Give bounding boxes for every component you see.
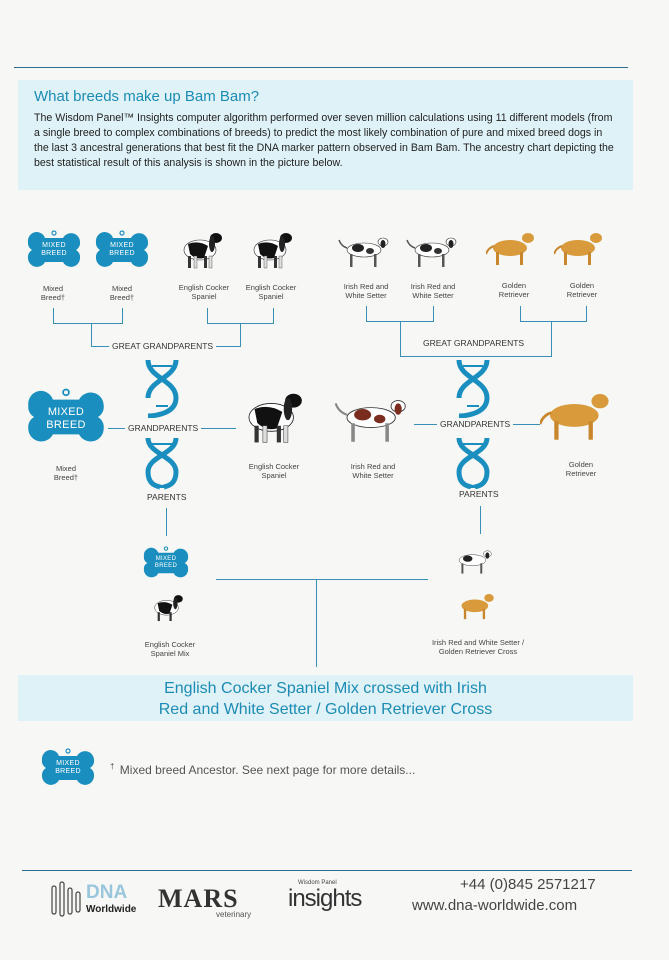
badge-line2: BREED [46,419,86,431]
connector-line [433,306,434,322]
connector-line [53,308,54,324]
grandparent-label: Mixed Breed† [53,464,79,482]
grandparents-label: GRANDPARENTS [125,423,201,433]
connector-line [273,308,274,324]
connector-line [166,508,167,536]
great-grandparent-label: Irish Red and White Setter [343,282,389,300]
mixed-breed-badge [26,230,82,270]
irish-setter-image [334,392,414,446]
great-grandparent-label: Irish Red and White Setter [410,282,456,300]
irish-setter-image [406,232,462,270]
great-grandparent-label: Golden Retriever [566,281,598,299]
mixed-breed-badge [40,748,96,788]
wisdom-logo-text: insights [288,885,362,912]
great-grandparent-label: Mixed Breed† [109,284,135,302]
parents-label: PARENTS [456,489,502,499]
connector-line [551,321,552,357]
grandparent-label: Golden Retriever [565,460,597,478]
golden-retriever-image [540,384,620,444]
english-cocker-spaniel-image [236,384,312,448]
dna-logo-sub: Worldwide [86,904,137,915]
golden-retriever-image [486,226,542,268]
bottom-rule [22,870,632,871]
website-link[interactable]: www.dna-worldwide.com [412,897,578,914]
great-grandparent-label: Golden Retriever [498,281,530,299]
intro-title: What breeds make up Bam Bam? [34,88,260,105]
great-grandparents-label: GREAT GRANDPARENTS [420,338,527,348]
mars-logo-sub: veterinary [216,910,252,919]
connector-line [216,579,428,580]
connector-line [480,506,481,534]
grandparent-label: English Cocker Spaniel [248,462,300,480]
parents-label: PARENTS [144,492,190,502]
phone-number: +44 (0)845 2571217 [460,876,596,893]
connector-line [122,308,123,324]
golden-retriever-image [456,588,500,622]
connector-line [207,308,208,324]
intro-panel [18,80,633,190]
footnote-text: Mixed breed Ancestor. See next page for more details... [119,763,416,777]
badge-line2: BREED [41,250,67,257]
connector-line [586,306,587,322]
badge-line1: MIXED [56,760,80,767]
dna-helix-icon [48,880,84,920]
result-line-2: Red and White Setter / Golden Retriever Cross [158,701,493,718]
badge-line1: MIXED [155,556,177,562]
badge-line1: MIXED [110,242,134,249]
badge-line2: BREED [109,250,135,257]
connector-line [400,356,552,357]
connector-line [53,323,123,324]
dna-helix-icon [142,436,182,490]
dna-helix-icon [142,358,182,418]
badge-line2: BREED [154,563,178,569]
connector-line [520,306,521,322]
badge-line1: MIXED [47,406,85,418]
top-rule [14,67,628,68]
english-cocker-spaniel-image [176,226,228,272]
parent-label: Irish Red and White Setter / Golden Retriever Cross [431,638,525,656]
connector-line [316,579,317,667]
english-cocker-spaniel-image [246,226,298,272]
wisdom-panel-insights-logo [288,880,368,920]
connector-line [91,323,92,347]
connector-line [240,323,241,347]
dna-worldwide-logo [48,880,148,920]
dagger-symbol: † [110,762,115,771]
connector-line [520,321,587,322]
great-grandparent-label: Mixed Breed† [40,284,66,302]
irish-setter-image [452,546,496,576]
great-grandparent-label: English Cocker Spaniel [178,283,230,301]
intro-text: The Wisdom Panel™ Insights computer algorithm performed over seven million calculations using 11 different models (from a single breed to complex combinations of breeds) to predict the most likely combination of pure and mixed breed dogs in the last 3 ancestral generations that best fit the DNA marker pattern observed in Bam Bam. The ancestry chart depicting the best statistical result of this analysis is shown in the picture below. [34,112,614,169]
irish-setter-image [338,232,394,270]
mixed-breed-badge [142,546,190,580]
dna-helix-icon [453,436,493,490]
result-panel [18,675,633,721]
badge-line2: BREED [55,768,81,775]
great-grandparents-label: GREAT GRANDPARENTS [109,341,216,351]
golden-retriever-image [554,226,610,268]
connector-line [400,321,401,357]
great-grandparent-label: English Cocker Spaniel [245,283,297,301]
grandparents-label: GRANDPARENTS [437,419,513,429]
grandparent-label: Irish Red and White Setter [350,462,396,480]
wisdom-top-text: Wisdom Panel [298,880,337,886]
dna-helix-icon [453,358,493,418]
parent-label: English Cocker Spaniel Mix [144,640,196,658]
badge-line1: MIXED [42,242,66,249]
footnote [110,762,415,777]
dna-logo-text: DNA [86,882,128,903]
mixed-breed-badge [94,230,150,270]
connector-line [366,306,367,322]
mars-logo-text: MARS [158,884,239,913]
result-line-1: English Cocker Spaniel Mix crossed with Irish [164,680,487,697]
english-cocker-spaniel-image [148,590,188,624]
mixed-breed-badge [24,388,108,446]
mars-veterinary-logo [158,884,268,924]
